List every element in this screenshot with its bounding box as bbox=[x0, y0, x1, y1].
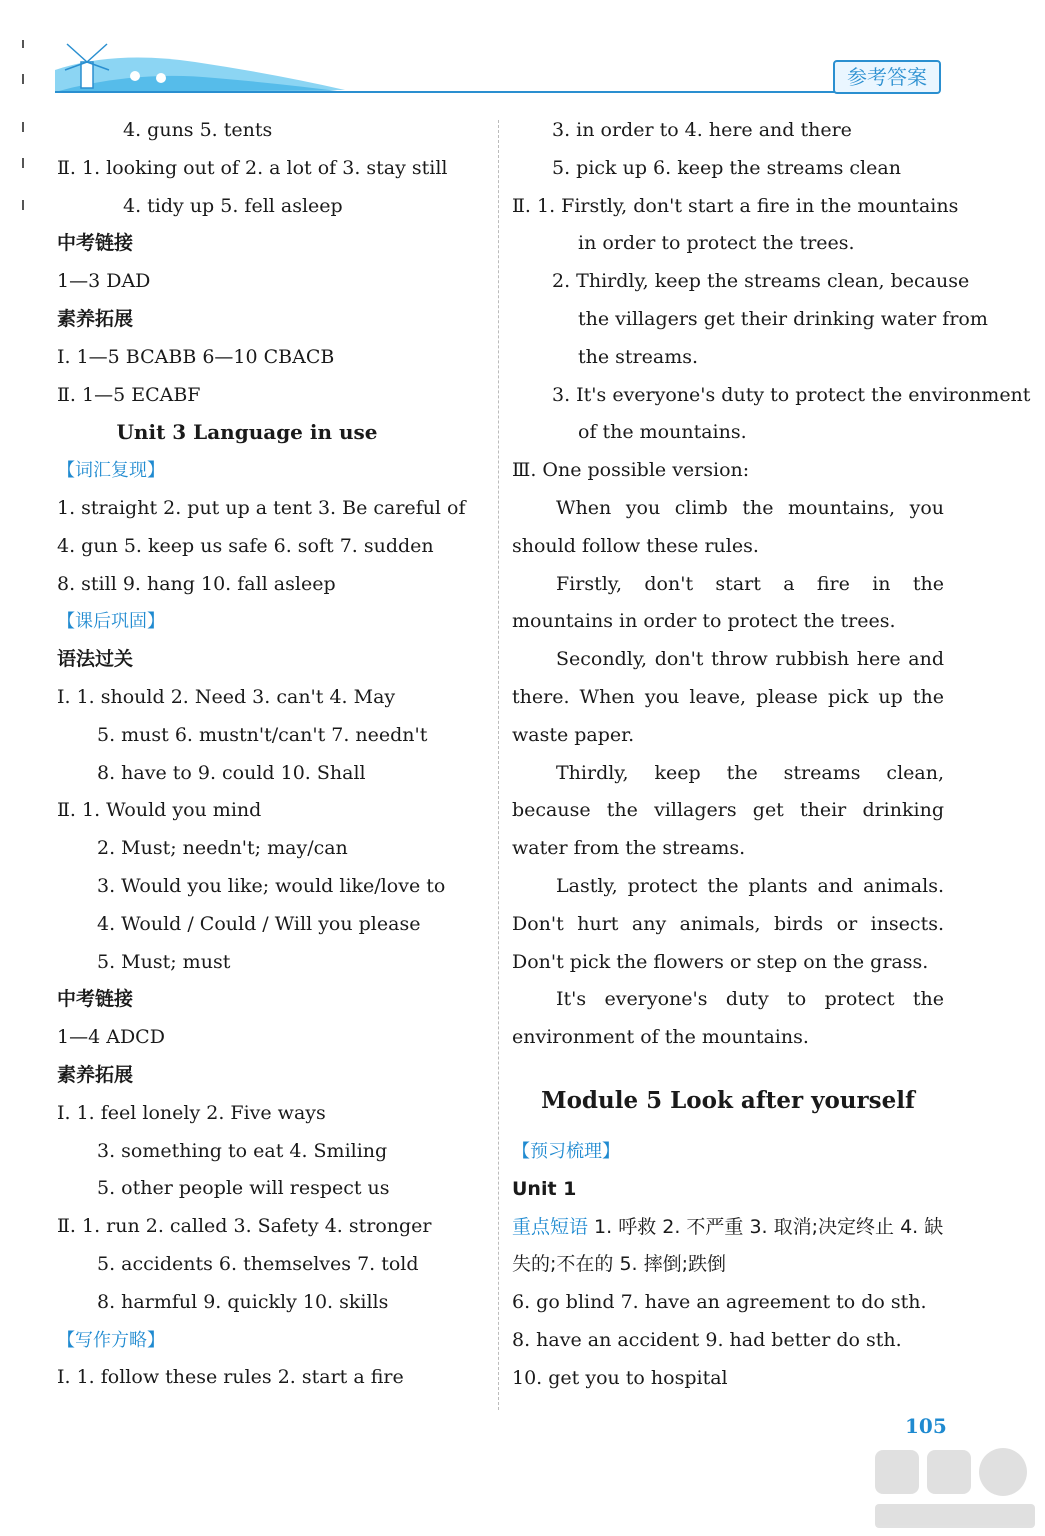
answer-line: Ⅱ. 1. run 2. called 3. Safety 4. stronger bbox=[57, 1215, 432, 1238]
answer-line: 【写作方略】 bbox=[57, 1329, 165, 1351]
margin-marks bbox=[20, 40, 26, 220]
answer-line: 5. must 6. mustn't/can't 7. needn't bbox=[97, 723, 428, 746]
answer-line: 4. guns 5. tents bbox=[123, 119, 273, 141]
essay-paragraph: When you climb the mountains, you should follow these rules. bbox=[512, 496, 944, 557]
answer-line: 2. Thirdly, keep the streams clean, because bbox=[552, 270, 970, 293]
column-divider bbox=[498, 120, 499, 1410]
header-banner-decoration bbox=[55, 40, 345, 92]
answer-line: the streams. bbox=[578, 345, 699, 368]
answer-line: Ⅰ. 1—5 BCABB 6—10 CBACB bbox=[57, 345, 335, 368]
answer-line: 5. other people will respect us bbox=[97, 1177, 390, 1200]
essay-paragraph: It's everyone's duty to protect the environment of the mountains. bbox=[512, 988, 944, 1049]
right-column bbox=[512, 112, 1031, 1398]
answer-line: Ⅱ. 1. looking out of 2. a lot of 3. stay still bbox=[57, 156, 448, 179]
answer-line: 1—4 ADCD bbox=[57, 1026, 165, 1049]
answer-line: 5. pick up 6. keep the streams clean bbox=[552, 156, 901, 179]
essay-paragraph: Lastly, protect the plants and animals. Don't hurt any animals, birds or insects. Don't pick the flowers or step on the grass. bbox=[512, 874, 944, 973]
answer-line: 3. Would you like; would like/love to bbox=[97, 874, 446, 897]
answer-line: Ⅲ. One possible version: bbox=[512, 459, 750, 482]
answer-line: 6. go blind 7. have an agreement to do sth. bbox=[512, 1291, 927, 1314]
section-tag: 参考答案 bbox=[833, 60, 941, 94]
answer-line: 3. something to eat 4. Smiling bbox=[97, 1139, 388, 1162]
answer-line: Ⅱ. 1. Would you mind bbox=[57, 799, 262, 822]
answer-line: 素养拓展 bbox=[57, 307, 134, 330]
answer-line: 8. have an accident 9. had better do sth. bbox=[512, 1328, 902, 1351]
essay-paragraph: Firstly, don't start a fire in the mountains in order to protect the trees. bbox=[512, 572, 944, 633]
unit-label: Unit 1 bbox=[512, 1177, 577, 1200]
answer-line: 10. get you to hospital bbox=[512, 1366, 728, 1389]
answer-line: in order to protect the trees. bbox=[578, 232, 855, 255]
key-phrases bbox=[512, 1209, 944, 1285]
answer-line: 1—3 DAD bbox=[57, 270, 151, 293]
answer-line: 5. accidents 6. themselves 7. told bbox=[97, 1252, 419, 1275]
answer-line: Unit 3 Language in use bbox=[116, 420, 378, 445]
answer-line: 8. still 9. hang 10. fall asleep bbox=[57, 572, 336, 595]
answer-line: 3. It's everyone's duty to protect the environment bbox=[552, 383, 1031, 406]
essay-paragraph: Secondly, don't throw rubbish here and there. When you leave, please pick up the waste paper. bbox=[512, 648, 944, 746]
watermark-logo bbox=[865, 1440, 1045, 1536]
answer-line: 【词汇复现】 bbox=[57, 460, 165, 482]
answer-line: Ⅰ. 1. follow these rules 2. start a fire bbox=[57, 1366, 404, 1389]
section-preview-label: 【预习梳理】 bbox=[512, 1140, 620, 1162]
answer-line: 4. Would / Could / Will you please bbox=[97, 912, 421, 935]
answer-line: the villagers get their drinking water from bbox=[578, 307, 988, 330]
answer-line: 【课后巩固】 bbox=[57, 611, 165, 633]
answer-line: Ⅰ. 1. feel lonely 2. Five ways bbox=[57, 1101, 326, 1124]
answer-line: 4. gun 5. keep us safe 6. soft 7. sudden bbox=[57, 534, 434, 557]
answer-line: 素养拓展 bbox=[57, 1063, 134, 1086]
key-phrases-text: 1. 呼救 2. 不严重 3. 取消;决定终止 4. 缺失的;不在的 5. 摔倒;跌倒 bbox=[512, 1215, 944, 1276]
answer-line: 4. tidy up 5. fell asleep bbox=[123, 194, 343, 217]
answer-line: 3. in order to 4. here and there bbox=[552, 119, 852, 141]
answer-line: 8. harmful 9. quickly 10. skills bbox=[97, 1290, 389, 1313]
answer-line: 2. Must; needn't; may/can bbox=[97, 837, 348, 860]
answer-line: 中考链接 bbox=[57, 232, 134, 255]
answer-line: Ⅱ. 1—5 ECABF bbox=[57, 383, 201, 406]
answer-line: 中考链接 bbox=[57, 988, 134, 1011]
left-column bbox=[57, 112, 487, 1397]
answer-line: 8. have to 9. could 10. Shall bbox=[97, 761, 366, 784]
answer-line: of the mountains. bbox=[578, 421, 747, 444]
answer-line: Ⅰ. 1. should 2. Need 3. can't 4. May bbox=[57, 685, 396, 708]
header-rule bbox=[55, 91, 835, 93]
flower-icon bbox=[130, 71, 140, 81]
answer-line: 5. Must; must bbox=[97, 950, 231, 973]
answer-line: 语法过关 bbox=[57, 648, 134, 671]
flower-icon-2 bbox=[156, 73, 166, 83]
essay-paragraph: Thirdly, keep the streams clean, because the villagers get their drinking water from the streams. bbox=[512, 761, 944, 860]
answer-line: 1. straight 2. put up a tent 3. Be careful of bbox=[57, 496, 466, 519]
answer-line: Ⅱ. 1. Firstly, don't start a fire in the mountains bbox=[512, 194, 959, 217]
key-phrases-label: 重点短语 bbox=[512, 1215, 589, 1238]
module-title: Module 5 Look after yourself bbox=[541, 1086, 915, 1114]
page-number: 105 bbox=[905, 1414, 947, 1438]
